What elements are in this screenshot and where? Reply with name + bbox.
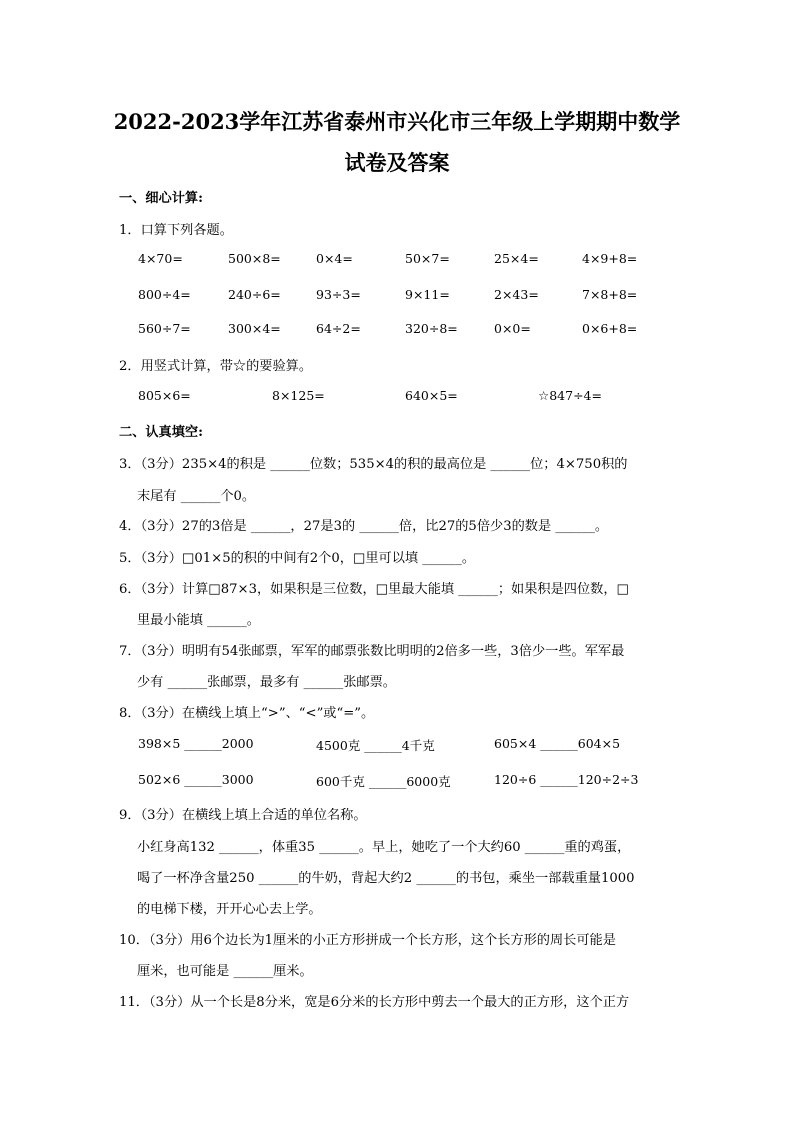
q8-label: 8．（3分）在横线上填上“>”、“<”或“=”。 <box>119 706 375 721</box>
q1-item: 500×8= <box>228 251 281 266</box>
q7-line2: 少有 ______张邮票，最多有 ______张邮票。 <box>137 675 396 690</box>
q11-line1: 11．（3分）从一个长是8分米，宽是6分米的长方形中剪去一个最大的正方形，这个正方 <box>119 995 630 1010</box>
q9-line2: 喝了一杯净含量250 ______的牛奶，背起大约2 ______的书包，乘坐一部载重量1000 <box>137 871 635 886</box>
q1-item: 93÷3= <box>316 287 361 302</box>
q2-item: 8×125= <box>272 388 325 403</box>
section1-heading: 一、细心计算: <box>119 191 203 206</box>
q1-item: 800÷4= <box>138 287 191 302</box>
q1-item: 0×0= <box>494 321 531 336</box>
q8-item: 600千克 ______6000克 <box>316 774 451 789</box>
q1-item: 9×11= <box>405 287 450 302</box>
q1-item: 2×43= <box>494 287 539 302</box>
q9-label: 9．（3分）在横线上填上合适的单位名称。 <box>119 808 367 823</box>
q1-label: 1．口算下列各题。 <box>119 223 233 238</box>
q4: 4．（3分）27的3倍是 ______，27是3的 ______倍，比27的5倍少3的数是 ______。 <box>119 519 609 534</box>
q1-item: 64÷2= <box>316 321 361 336</box>
q3-line2: 末尾有 ______个0。 <box>137 489 256 504</box>
q1-item: 300×4= <box>228 321 281 336</box>
q1-item: 560÷7= <box>138 321 191 336</box>
q1-item: 320÷8= <box>405 321 458 336</box>
q10-line1: 10．（3分）用6个边长为1厘米的小正方形拼成一个长方形，这个长方形的周长可能是 <box>119 933 616 948</box>
q1-item: 0×6+8= <box>582 321 638 336</box>
q1-item: 25×4= <box>494 251 539 266</box>
exam-title-line2: 试卷及答案 <box>344 150 450 175</box>
q8-item: 398×5 ______2000 <box>138 736 254 751</box>
q9-line3: 的电梯下楼，开开心心去上学。 <box>137 902 322 917</box>
q1-item: 4×70= <box>138 251 183 266</box>
q7-line1: 7．（3分）明明有54张邮票，军军的邮票张数比明明的2倍多一些，3倍少一些。军军最 <box>119 644 625 659</box>
q2-label: 2．用竖式计算，带☆的要验算。 <box>119 359 313 374</box>
q1-item: 7×8+8= <box>582 287 638 302</box>
q1-item: 240÷6= <box>228 287 281 302</box>
q2-item: 640×5= <box>405 388 458 403</box>
q9-line1: 小红身高132 ______，体重35 ______。早上，她吃了一个大约60 ______重的鸡蛋， <box>137 840 631 855</box>
q1-item: 50×7= <box>405 251 450 266</box>
q1-item: 4×9+8= <box>582 251 638 266</box>
q6-line1: 6．（3分）计算□87×3，如果积是三位数，□里最大能填 ______；如果积是四位数，□ <box>119 582 629 597</box>
q8-item: 4500克 ______4千克 <box>316 738 435 753</box>
q10-line2: 厘米，也可能是 ______厘米。 <box>137 964 313 979</box>
q2-item: ☆847÷4= <box>538 388 602 403</box>
exam-title-line1: 2022-2023学年江苏省泰州市兴化市三年级上学期期中数学 <box>113 109 681 134</box>
q8-item: 120÷6 ______120÷2÷3 <box>494 772 639 787</box>
q8-item: 605×4 ______604×5 <box>494 736 621 751</box>
q6-line2: 里最小能填 ______。 <box>137 613 260 628</box>
q8-item: 502×6 ______3000 <box>138 772 254 787</box>
q5: 5．（3分）□01×5的积的中间有2个0，□里可以填 ______。 <box>119 551 476 566</box>
q2-item: 805×6= <box>138 388 191 403</box>
section2-heading: 二、认真填空: <box>119 425 203 440</box>
q3-line1: 3．（3分）235×4的积是 ______位数；535×4的积的最高位是 ______位；4×750积的 <box>119 457 628 472</box>
q1-item: 0×4= <box>316 251 353 266</box>
